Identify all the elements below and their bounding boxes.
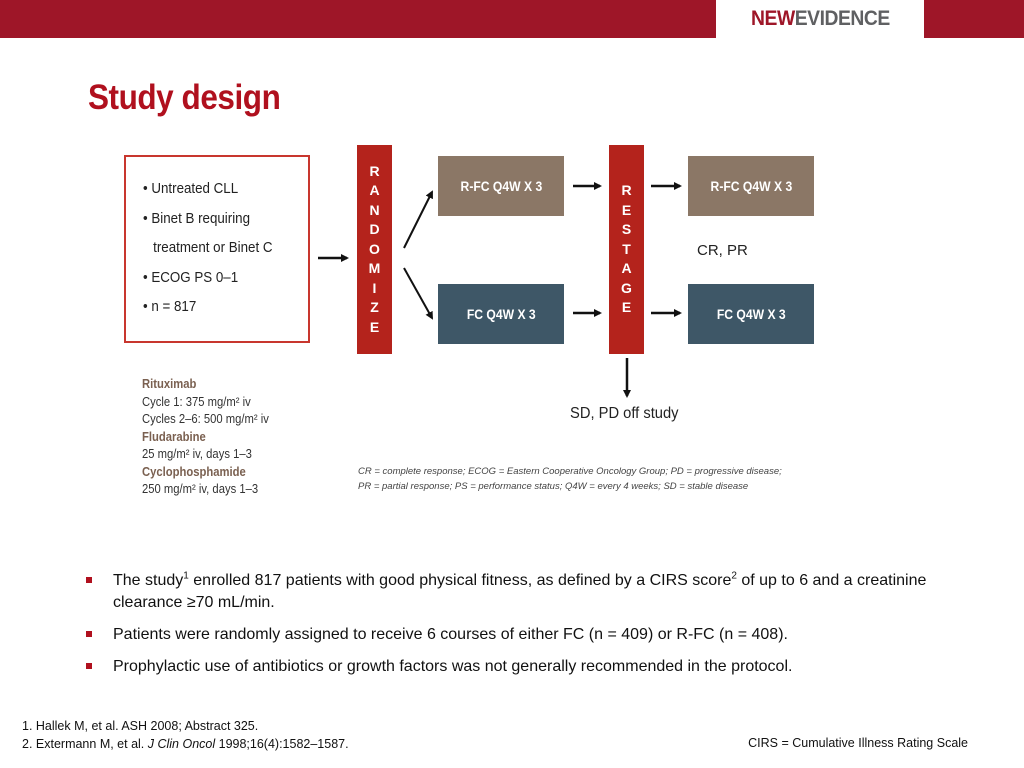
dose-line: 25 mg/m² iv, days 1–3 (142, 447, 252, 461)
brand-part-2: EVIDENCE (794, 7, 890, 30)
off-study-label: SD, PD off study (570, 405, 679, 422)
restage-letter: G (621, 279, 632, 296)
abbreviations-note (358, 464, 782, 494)
arm-label: R-FC Q4W X 3 (460, 178, 542, 194)
criteria-item: • Untreated CLL (143, 181, 239, 197)
slide-title: Study design (88, 78, 281, 117)
restage-letter: E (621, 299, 632, 316)
reference-text: 2. Extermann M, et al. (22, 737, 148, 751)
restage-letter: A (621, 260, 632, 277)
randomize-letter: I (372, 279, 377, 296)
criteria-item: • ECOG PS 0–1 (143, 269, 239, 286)
randomize-letter: O (369, 240, 380, 257)
randomize-letter: A (369, 182, 380, 199)
bullet-text: Patients were randomly assigned to receive 6 courses of either FC (n = 409) or R-FC (n = 408). (113, 626, 788, 643)
references (22, 717, 349, 753)
dose-line: 250 mg/m² iv, days 1–3 (142, 482, 259, 496)
randomize-letter: D (369, 221, 380, 238)
randomize-letter: E (369, 318, 380, 335)
reference-text: 1998;16(4):1582–1587. (215, 737, 349, 751)
restage-letter: S (621, 221, 632, 238)
criteria-item: • Binet B requiring (143, 210, 251, 227)
restage-letter: R (621, 182, 632, 199)
criteria-item: • n = 817 (143, 299, 197, 315)
randomize-letter: M (368, 260, 381, 277)
criteria-item: treatment or Binet C (153, 240, 273, 256)
footnote-ref: 1 (183, 570, 189, 582)
cirs-footnote: CIRS = Cumulative Illness Rating Scale (748, 736, 968, 750)
abbreviation-line: PR = partial response; PS = performance status; Q4W = every 4 weeks; SD = stable disease (358, 481, 749, 492)
drug-name: Rituximab (142, 377, 197, 391)
abbreviation-line: CR = complete response; ECOG = Eastern Cooperative Oncology Group; PD = progressive disease; (358, 466, 782, 477)
arrow-randomize-to-fc (404, 268, 432, 318)
bullet-text: of up to 6 and a creatinine clearance ≥70 mL/min. (113, 572, 927, 611)
journal-name: J Clin Oncol (147, 737, 216, 751)
arm-label: R-FC Q4W X 3 (710, 178, 792, 194)
drug-name: Cyclophosphamide (142, 464, 246, 479)
bullet-item (84, 570, 964, 614)
brand-part-1: NEW (750, 7, 795, 30)
reference-1: 1. Hallek M, et al. ASH 2008; Abstract 325. (22, 719, 259, 733)
bullet-item (84, 624, 964, 646)
arrow-randomize-to-rfc (404, 192, 432, 248)
bullet-list (84, 570, 964, 688)
bullet-text: Prophylactic use of antibiotics or growth factors was not generally recommended in the protocol. (113, 658, 793, 675)
restage-letter: E (621, 201, 632, 218)
randomize-letter: Z (370, 299, 379, 316)
randomize-letter: N (369, 201, 380, 218)
dose-line: Cycle 1: 375 mg/m² iv (142, 394, 251, 409)
bullet-item (84, 656, 964, 678)
bullet-text: enrolled 817 patients with good physical fitness, as defined by a CIRS score (188, 572, 732, 589)
arm-label: FC Q4W X 3 (716, 306, 786, 322)
reference-2 (22, 735, 349, 753)
randomize-letter: R (369, 162, 380, 179)
footnote-ref: 2 (731, 570, 737, 582)
restage-letter: T (622, 240, 631, 257)
drug-name: Fludarabine (142, 429, 206, 444)
response-label: CR, PR (697, 242, 748, 259)
dose-line: Cycles 2–6: 500 mg/m² iv (142, 412, 269, 426)
dosing-info (142, 376, 283, 499)
arm-label: FC Q4W X 3 (466, 306, 536, 322)
bullet-text: The study (113, 572, 184, 589)
